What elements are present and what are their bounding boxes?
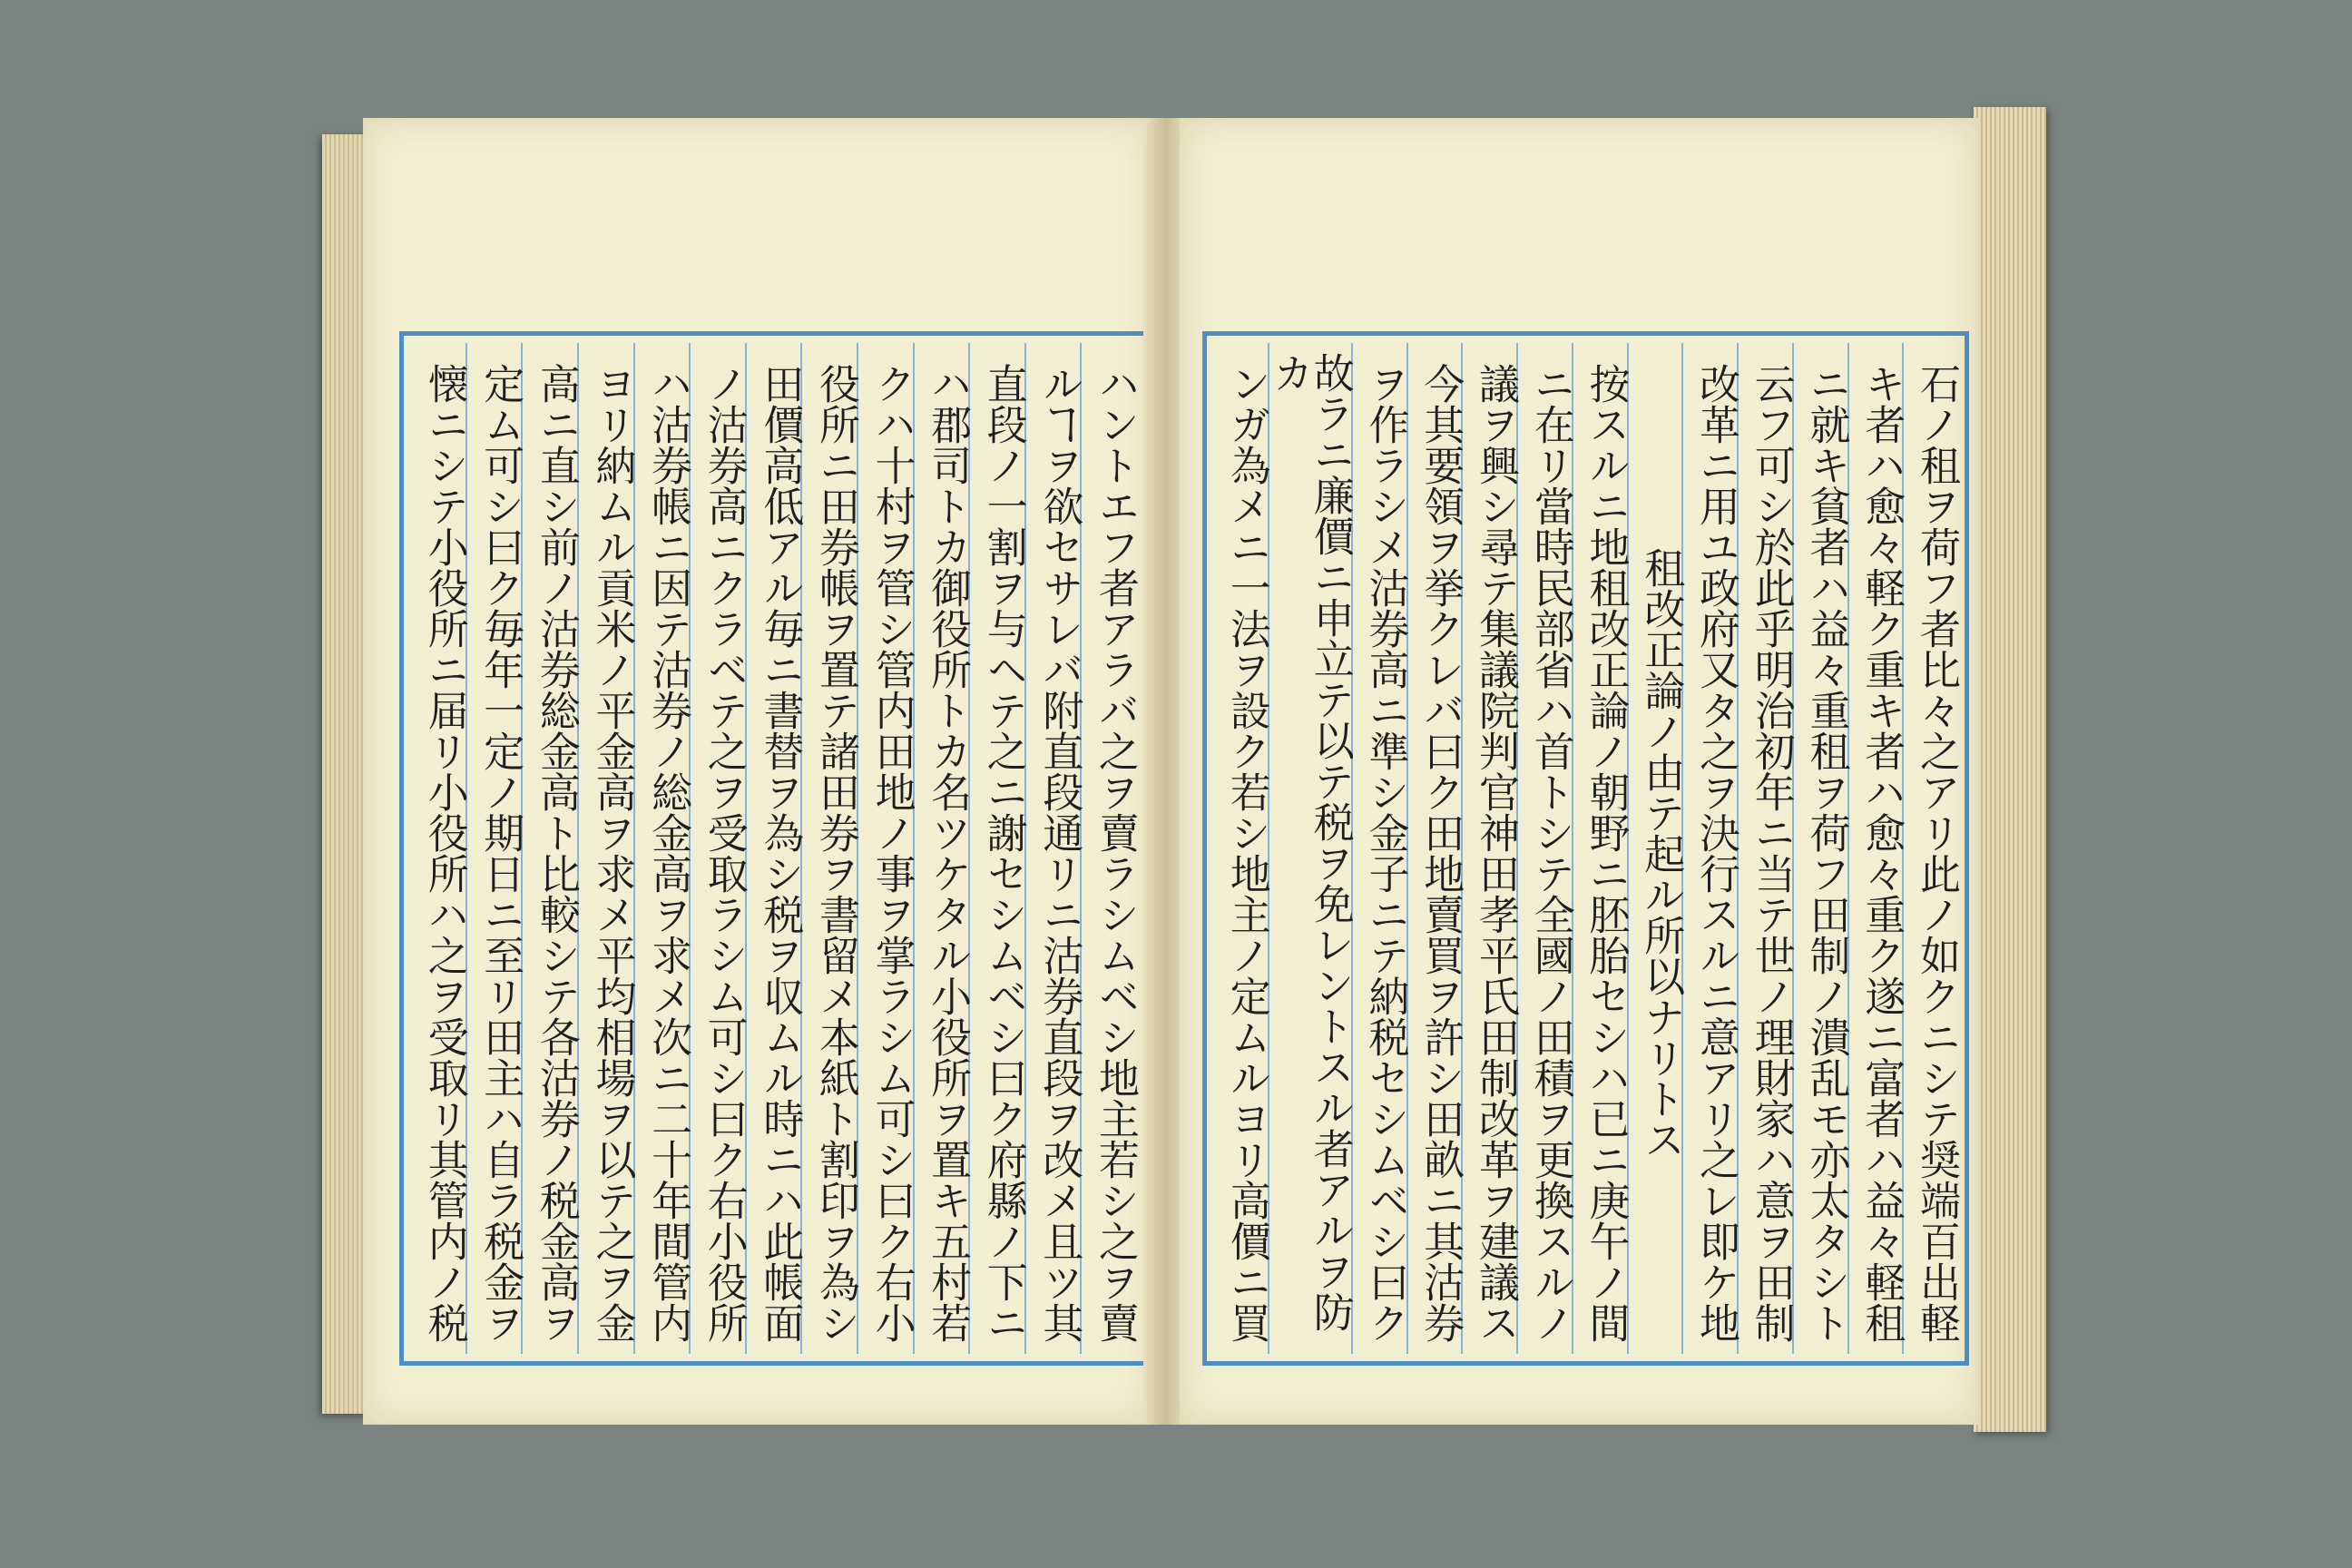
text-column: 高ニ直シ前ノ沽券総金高ト比較シテ各沽券ノ税金高ヲ <box>523 343 579 1354</box>
text-column: 議ヲ興シ尋テ集議院判官神田孝平氏田制改革ヲ建議ス <box>1463 343 1518 1354</box>
text-column: ニ就キ貧者ハ益々重租ヲ荷フ田制ノ潰乱モ亦太タシト <box>1794 343 1849 1354</box>
text-column: ルヿヲ欲セサレバ附直段通リニ沽券直段ヲ改メ且ツ其 <box>1026 343 1083 1354</box>
left-columns <box>411 343 1140 1354</box>
text-column: ヲ作ラシメ沽券高ニ準シ金子ニテ納税セシムベシ曰ク <box>1353 343 1408 1354</box>
text-column: 定ム可シ曰ク毎年一定ノ期日ニ至リ田主ハ自ラ税金ヲ <box>467 343 524 1354</box>
text-column: ニ在リ當時民部省ハ首トシテ全國ノ田積ヲ更換スルノ <box>1518 343 1573 1354</box>
text-column: ンガ為メニ一法ヲ設ク若シ地主ノ定ムルヨリ高價ニ買 <box>1214 343 1269 1354</box>
open-book <box>322 107 2046 1432</box>
text-column: 役所ニ田券帳ヲ置テ諸田券ヲ書留メ本紙ト割印ヲ為シ <box>802 343 858 1354</box>
text-column: 今其要領ヲ挙クレバ曰ク田地賣買ヲ許シ田畝ニ其沽券 <box>1408 343 1464 1354</box>
text-column: 云フ可シ於此乎明治初年ニ当テ世ノ理財家ハ意ヲ田制 <box>1739 343 1794 1354</box>
text-column: ノ沽券高ニクラベテ之ヲ受取ラシム可シ曰ク右小役所 <box>691 343 747 1354</box>
right-columns <box>1214 343 1961 1354</box>
text-column: ハ郡司トカ御役所トカ名ツケタル小役所ヲ置キ五村若 <box>915 343 971 1354</box>
text-column: 石ノ租ヲ荷フ者比々之アリ此ノ如クニシテ奨端百出軽 <box>1913 363 1961 1343</box>
text-column: 按スルニ地租改正論ノ朝野ニ胚胎セシハ已ニ庚午ノ間 <box>1573 343 1629 1354</box>
page-stack-right <box>1974 107 2046 1432</box>
text-column: 直段ノ一割ヲ与ヘテ之ニ謝セシムベシ曰ク府縣ノ下ニ <box>970 343 1026 1354</box>
left-text-frame <box>399 331 1148 1366</box>
text-column: 田價高低アル毎ニ書替ヲ為シ税ヲ収ムル時ニハ此帳面 <box>747 343 803 1354</box>
text-column: キ者ハ愈々軽ク重キ者ハ愈々重ク遂ニ富者ハ益々軽租 <box>1849 343 1905 1354</box>
text-column: ハントエフ者アラバ之ヲ賣ラシムベシ地主若シ之ヲ賣 <box>1092 363 1140 1343</box>
text-column: ハ沽券帳ニ因テ沽券ノ総金高ヲ求メ次ニ二十年間管内 <box>635 343 691 1354</box>
text-column: 懐ニシテ小役所ニ届リ小役所ハ之ヲ受取リ其管内ノ税 <box>411 343 467 1354</box>
left-page <box>363 118 1152 1425</box>
text-column: クハ十村ヲ管シ管内田地ノ事ヲ掌ラシム可シ曰ク右小 <box>858 343 915 1354</box>
text-column: 租改正論ノ由テ起ル所以ナリトス <box>1629 343 1684 1354</box>
text-column: 改革ニ用ユ政府又タ之ヲ決行スルニ意アリ之レ即ケ地 <box>1683 343 1739 1354</box>
right-page <box>1180 118 1978 1425</box>
right-text-frame <box>1202 331 1969 1366</box>
text-column: ヨリ納ムル貢米ノ平金高ヲ求メ平均相場ヲ以テ之ヲ金 <box>579 343 635 1354</box>
text-column: 故ラニ廉價ニ申立テ以テ税ヲ免レントスル者アルヲ防カ <box>1269 343 1353 1354</box>
